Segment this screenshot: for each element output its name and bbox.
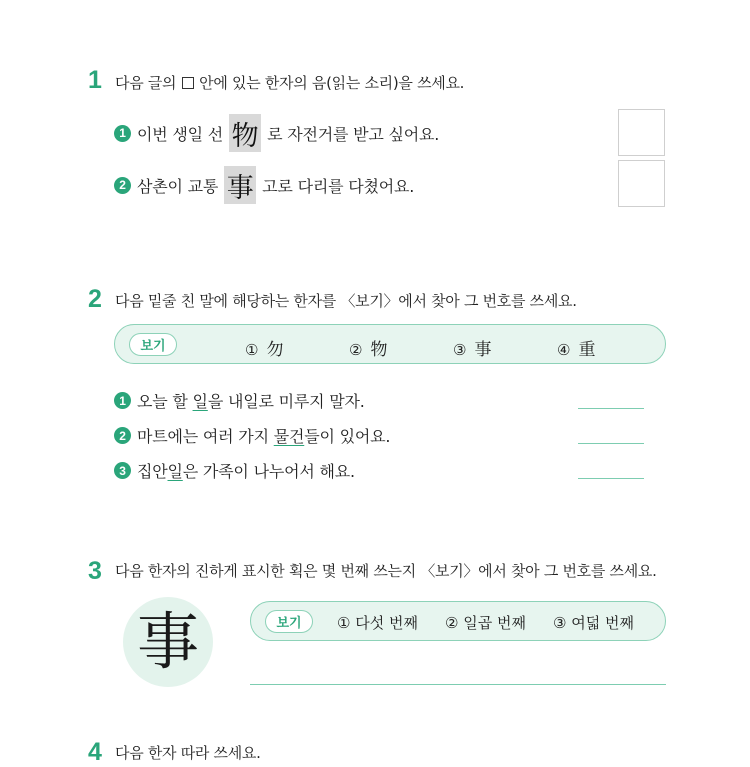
question-number-3: 3 <box>88 557 102 585</box>
q2-answer-line-2[interactable] <box>578 443 644 444</box>
q2-option-3: ③ 事 <box>453 340 492 360</box>
question-number-1: 1 <box>88 66 102 94</box>
q1-item-1-text-after: 로 자전거를 받고 싶어요. <box>267 124 440 144</box>
q1-item-2-text-after: 고로 다리를 다쳤어요. <box>262 176 415 196</box>
item-number-badge: 1 <box>114 392 131 409</box>
question-2-instruction: 다음 밑줄 친 말에 해당하는 한자를 〈보기〉에서 찾아 그 번호를 쓰세요. <box>115 292 577 310</box>
q2-answer-line-3[interactable] <box>578 478 644 479</box>
q1-item-2-hanja-box: 事 <box>224 166 256 204</box>
q2-item-2: 2 마트에는 여러 가지 물건 들이 있어요. <box>114 424 390 447</box>
q3-option-1: ① 다섯 번째 <box>337 614 418 632</box>
item-number-badge: 2 <box>114 177 131 194</box>
q2-option-4: ④ 重 <box>557 340 596 360</box>
question-number-2: 2 <box>88 285 102 313</box>
question-1-instruction: 다음 글의 안에 있는 한자의 음(읽는 소리)을 쓰세요. <box>115 74 465 92</box>
q1-item-2 <box>114 166 414 204</box>
q2-option-2: ② 物 <box>349 340 388 360</box>
q3-option-2: ② 일곱 번째 <box>445 614 526 632</box>
q1-item-2-text-before: 삼촌이 교통 <box>137 176 219 196</box>
bogi-label: 보기 <box>129 333 177 356</box>
underlined-word: 물건 <box>273 427 305 446</box>
question-number-4: 4 <box>88 738 102 766</box>
q1-answer-box-2[interactable] <box>618 160 665 207</box>
item-number-badge: 3 <box>114 462 131 479</box>
q1-item-1-hanja-box: 物 <box>229 114 261 152</box>
q2-answer-line-1[interactable] <box>578 408 644 409</box>
q2-item-3: 3 집안 일 은 가족이 나누어서 해요. <box>114 459 355 482</box>
question-4-instruction: 다음 한자 따라 쓰세요. <box>115 744 261 762</box>
q3-hanja-circle <box>123 597 213 687</box>
q1-answer-box-1[interactable] <box>618 109 665 156</box>
q1-item-1 <box>114 114 439 152</box>
underlined-word: 일 <box>192 392 208 411</box>
q3-answer-line[interactable] <box>250 684 666 685</box>
item-number-badge: 1 <box>114 125 131 142</box>
q2-option-1: ① 勿 <box>245 340 284 360</box>
item-number-badge: 2 <box>114 427 131 444</box>
q3-option-3: ③ 여덟 번째 <box>553 614 634 632</box>
bogi-label: 보기 <box>265 610 313 633</box>
q2-item-1: 1 오늘 할 일 을 내일로 미루지 말자. <box>114 389 365 412</box>
question-3-instruction: 다음 한자의 진하게 표시한 획은 몇 번째 쓰는지 〈보기〉에서 찾아 그 번호를 쓰세요. <box>115 562 657 580</box>
q3-bogi-box <box>250 601 666 641</box>
q2-bogi-box <box>114 324 666 364</box>
q3-hanja: 事 <box>136 605 199 678</box>
blank-square-icon <box>182 77 194 89</box>
q1-item-1-text-before: 이번 생일 선 <box>137 124 224 144</box>
underlined-word: 일 <box>167 462 183 481</box>
